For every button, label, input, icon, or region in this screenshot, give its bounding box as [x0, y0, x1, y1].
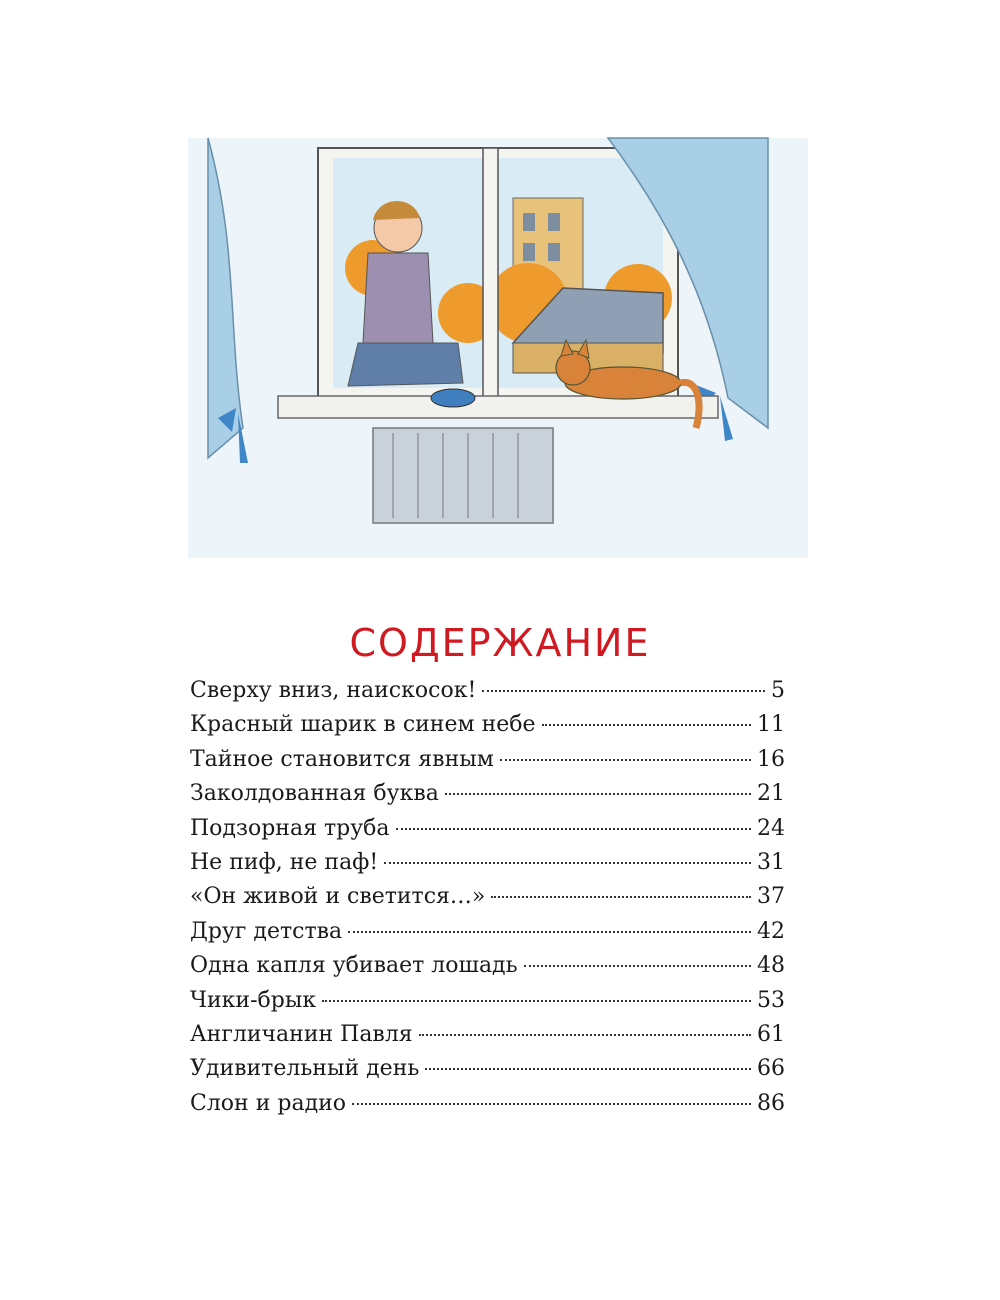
toc-entry-page: 61: [757, 1021, 785, 1047]
building-window: [548, 213, 560, 231]
toc-entry-title: Заколдованная буква: [190, 781, 439, 807]
toc-entry: [190, 816, 785, 850]
toc-entry-page: 21: [757, 781, 785, 807]
toc-entry: [190, 1022, 785, 1056]
toc-entry: [190, 678, 785, 712]
contents-heading: СОДЕРЖАНИЕ: [349, 621, 651, 666]
toc-leader-dots: [524, 965, 751, 967]
toc-entry-page: 86: [757, 1090, 785, 1116]
toc-entry: [190, 1091, 785, 1125]
toc-entry-title: Одна капля убивает лошадь: [190, 953, 518, 979]
toc-leader-dots: [396, 828, 751, 830]
toc-entry-title: Не пиф, не паф!: [190, 849, 379, 875]
toc-entry: [190, 712, 785, 746]
toc-entry: [190, 988, 785, 1022]
building-window: [523, 213, 535, 231]
toc-entry-title: Красный шарик в синем небе: [190, 712, 536, 738]
toc-entry-page: 5: [771, 678, 785, 703]
window-sill: [278, 396, 718, 418]
toc-entry-title: Друг детства: [190, 918, 343, 944]
toc-entry: [190, 747, 785, 781]
toc-leader-dots: [352, 1103, 751, 1105]
toc-entry-page: 66: [757, 1056, 785, 1082]
toc-entry-page: 24: [757, 815, 785, 841]
toc-leader-dots: [542, 724, 751, 726]
toc-entry-title: Слон и радио: [190, 1090, 347, 1116]
toc-entry-page: 16: [757, 746, 785, 772]
toc-entry-page: 11: [757, 712, 785, 738]
building-window: [548, 243, 560, 261]
toc-entry-page: 37: [757, 884, 785, 910]
window-mullion: [483, 148, 498, 398]
toc-entry-title: Подзорная труба: [190, 815, 390, 841]
toc-entry-title: Удивительный день: [190, 1056, 420, 1082]
toc-entry: [190, 953, 785, 987]
toc-entry-title: Тайное становится явным: [190, 746, 494, 772]
toc-entry: [190, 781, 785, 815]
toc-entry-page: 53: [757, 987, 785, 1013]
toc-leader-dots: [322, 1000, 751, 1002]
toc-entry-page: 31: [757, 849, 785, 875]
toc-leader-dots: [425, 1068, 751, 1070]
toc-leader-dots: [482, 690, 765, 692]
toc-entry: [190, 884, 785, 918]
toc-leader-dots: [491, 896, 751, 898]
illustration-boy-at-window: [168, 128, 824, 568]
toc-entry-page: 42: [757, 918, 785, 944]
toc-leader-dots: [419, 1034, 751, 1036]
toc-entry: [190, 919, 785, 953]
toc-entry-title: Сверху вниз, наискосок!: [190, 678, 477, 703]
toc-leader-dots: [500, 759, 751, 761]
toc-entry-page: 48: [757, 953, 785, 979]
toc-entry-title: Чики-брык: [190, 987, 317, 1013]
toc-entry-title: «Он живой и светится…»: [190, 884, 486, 910]
toc-entry: [190, 1056, 785, 1090]
toc-leader-dots: [445, 793, 751, 795]
toc-entry-title: Англичанин Павля: [190, 1021, 413, 1047]
building-window: [523, 243, 535, 261]
toc-leader-dots: [384, 862, 751, 864]
window-scene-picture: [168, 128, 824, 568]
contents-list: [190, 678, 785, 1125]
radiator: [373, 428, 553, 523]
toc-entry: [190, 850, 785, 884]
toc-leader-dots: [348, 931, 751, 933]
